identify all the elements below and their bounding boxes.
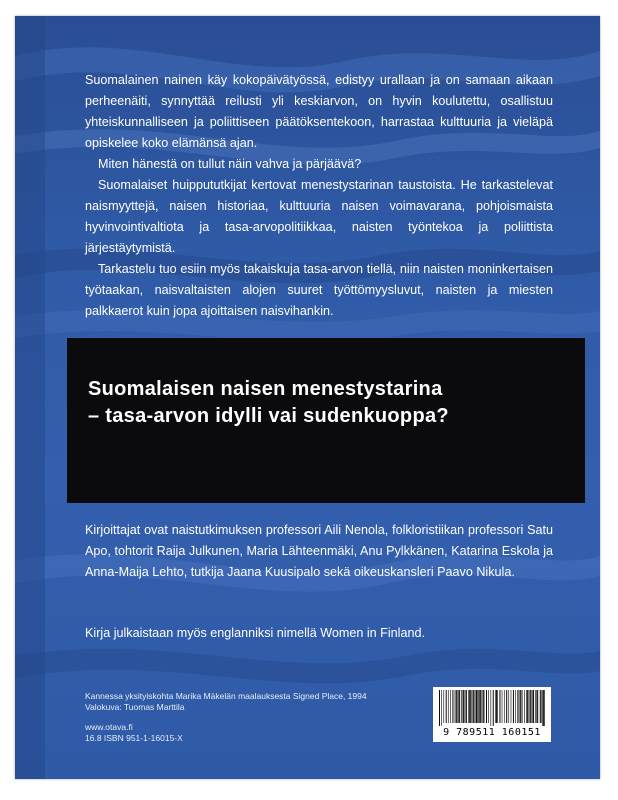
barcode-bar (459, 690, 460, 723)
barcode-bar (471, 690, 472, 723)
barcode-bar (521, 690, 522, 723)
barcode-bar (506, 690, 507, 723)
barcode-bar (466, 690, 467, 723)
barcode-bar (524, 690, 525, 723)
barcode-bar (531, 690, 532, 723)
barcode-bar (499, 690, 500, 723)
barcode-bar (536, 690, 537, 723)
blurb-paragraph: Miten hänestä on tullut näin vahva ja pärjäävä? (98, 157, 362, 171)
barcode-bar (529, 690, 530, 723)
barcode-bar (441, 690, 442, 726)
barcode-bar (461, 690, 462, 723)
barcode-bar (517, 690, 518, 723)
barcode-bar (527, 690, 528, 723)
barcode-bars (437, 690, 547, 726)
barcode-bar (464, 690, 465, 723)
publisher-info (85, 722, 183, 744)
barcode-bar (493, 690, 494, 726)
barcode-bar (439, 690, 440, 726)
barcode-bar (452, 690, 453, 723)
left-edge-shade (15, 16, 45, 779)
headline-line: – tasa-arvon idylli vai sudenkuoppa? (88, 405, 449, 427)
barcode-bar (484, 690, 485, 723)
barcode-digits: 9 789511 160151 (443, 727, 541, 738)
isbn: 16.8 ISBN 951-1-16015-X (85, 733, 183, 743)
barcode-bar (543, 690, 544, 726)
barcode-bar (474, 690, 475, 723)
barcode-bar (508, 690, 509, 723)
barcode-bar (541, 690, 542, 723)
blurb-paragraph: Suomalaiset huippututkijat kertovat menestystarinan taustoista. He tarkastelevat naismyyttejä, naisen historiaa, kulttuuria naisen voimavarana, pohjoismaista hyvinvointivaltiota ja tasa-arvopolitiikkaa, naisten työntekoa ja poliittista järjestäytymistä. (85, 178, 553, 255)
barcode-bar (532, 690, 533, 723)
cover-credits (85, 691, 367, 713)
barcode-bar (530, 690, 531, 723)
barcode-bar (502, 690, 503, 723)
publisher-url: www.otava.fi (85, 722, 133, 732)
barcode-bar (488, 690, 489, 723)
barcode-bar (446, 690, 447, 723)
barcode-bar (542, 690, 543, 726)
barcode-bar (457, 690, 458, 723)
barcode-bar (468, 690, 469, 723)
authors-text: Kirjoittajat ovat naistutkimuksen professori Aili Nenola, folkloristiikan professori Satu Apo, tohtorit Raija Julkunen, Maria Lähteenmäki, Anu Pylkkänen, Katarina Eskola ja Anna-Maija Lehto, tutkija Jaana Kuusipalo sekä oikeuskansleri Paavo Nikula. (85, 523, 553, 579)
barcode-bar (458, 690, 459, 723)
blurb-text (85, 70, 553, 322)
barcode-bar (475, 690, 476, 723)
barcode-bar (478, 690, 479, 723)
barcode-bar (515, 690, 516, 723)
barcode-bar (497, 690, 498, 723)
barcode-bar (504, 690, 505, 723)
barcode-bar (455, 690, 456, 723)
barcode-bar (511, 690, 512, 723)
barcode-bar (486, 690, 487, 723)
barcode-bar (450, 690, 451, 723)
barcode-bar (476, 690, 477, 723)
barcode-bar (520, 690, 521, 723)
barcode-bar (533, 690, 534, 723)
barcode-bar (477, 690, 478, 723)
barcode-bar (538, 690, 539, 723)
barcode-bar (482, 690, 483, 723)
credit-line: Valokuva: Tuomas Marttila (85, 702, 185, 712)
barcode-bar (448, 690, 449, 723)
barcode-bar (479, 690, 480, 723)
barcode-bar (480, 690, 481, 723)
barcode-bar (491, 690, 492, 726)
barcode-bar (469, 690, 470, 723)
barcode-bar (465, 690, 466, 723)
blurb-paragraph: Tarkastelu tuo esiin myös takaiskuja tasa-arvon tiellä, niin naisten moninkertaisen työtaakan, naisvaltaisten alojen suuret työttömyysluvut, naisten ja miesten palkkaerot kuin jopa ajoittaisen naisvihankin. (85, 262, 553, 318)
headline (88, 376, 568, 430)
barcode-bar (456, 690, 457, 723)
barcode-bar (496, 690, 497, 723)
barcode-bar (495, 690, 496, 723)
barcode-bar (443, 690, 444, 723)
barcode-bar (535, 690, 536, 723)
blurb-paragraph: Suomalainen nainen käy kokopäivätyössä, edistyy urallaan ja on samaan aikaan perheenäiti, synnyttää reilusti yli keskiarvon, on hyvin koulutettu, osallistuu yhteiskunnalliseen ja poliittiseen päätöksentekoon, harrastaa kulttuuria ja vieläpä opiskelee koko elämänsä ajan. (85, 73, 553, 150)
credit-line: Kannessa yksityiskohta Marika Mäkelän maalauksesta Signed Place, 1994 (85, 691, 367, 701)
barcode-bar (522, 690, 523, 723)
english-edition-note: Kirja julkaistaan myös englanniksi nimellä Women in Finland. (85, 626, 425, 640)
wave-stripe (15, 649, 600, 683)
headline-line: Suomalaisen naisen menestystarina (88, 378, 443, 400)
barcode-bar (540, 690, 541, 723)
barcode-bar (544, 690, 545, 726)
barcode-bar (513, 690, 514, 723)
barcode-bar (526, 690, 527, 723)
barcode-bar (470, 690, 471, 723)
barcode-bar (519, 690, 520, 723)
barcode-bar (483, 690, 484, 723)
barcode (433, 687, 551, 742)
barcode-bar (473, 690, 474, 723)
barcode-bar (463, 690, 464, 723)
